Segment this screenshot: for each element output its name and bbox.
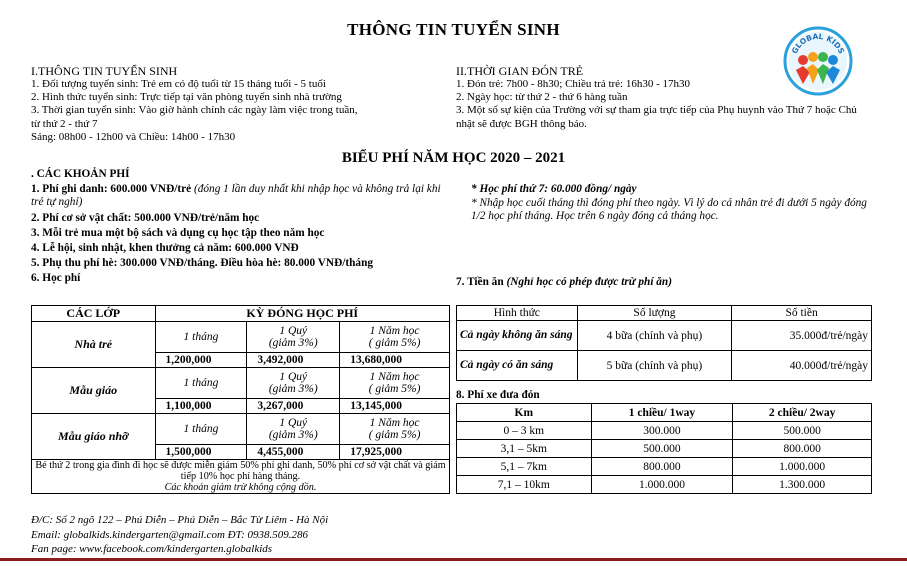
enrollment-line: 2. Hình thức tuyển sinh: Trực tiếp tại văn phòng tuyển sinh nhà trường — [31, 91, 342, 104]
sibling-discount-note: Bé thứ 2 trong gia đình đi học sẽ được miễn giảm 50% phí ghi danh, 50% phí cơ sở vật chất và giảm tiếp 10% học phí hàng tháng. — [35, 460, 446, 482]
tuition-period: 1 Quý (giảm 3%) — [247, 322, 340, 353]
meal-heading-label: 7. Tiền ăn — [456, 276, 504, 288]
tuition-amount: 13,145,000 — [340, 399, 450, 414]
pickup-line: 3. Một số sự kiện của Trường với sự tham gia trực tiếp của Phụ huynh vào Thứ 7 hoặc Chủ nhật sẽ được BGH thông báo. — [456, 104, 857, 130]
tuition-amount: 17,925,000 — [340, 445, 450, 460]
section-pickup-heading: II.THỜI GIAN ĐÓN TRẺ — [456, 64, 584, 78]
footer-address: Đ/C: Số 2 ngõ 122 – Phú Diễn – Phú Diễn – Bắc Từ Liêm - Hà Nội — [31, 514, 329, 526]
tuition-period: 1 Năm học ( giảm 5%) — [340, 322, 450, 353]
enrollment-line: từ thứ 2 - thứ 7 — [31, 117, 98, 130]
enrollment-line: Sáng: 08h00 - 12h00 và Chiều: 14h00 - 17h30 — [31, 130, 236, 143]
fee-items — [31, 211, 373, 286]
enrollment-line: 3. Thời gian tuyển sinh: Vào giờ hành chính các ngày làm việc trong tuần, — [31, 104, 358, 117]
pickup-line: 1. Đón trẻ: 7h00 - 8h30; Chiều trả trẻ: 16h30 - 17h30 — [456, 78, 691, 90]
tuition-amount: 3,492,000 — [247, 353, 340, 368]
discount-non-cumulative-note: Các khoản giảm trừ không cộng dồn. — [164, 482, 317, 493]
fee-item: 5. Phụ thu phí hè: 300.000 VNĐ/tháng. Điều hòa hè: 80.000 VNĐ/tháng — [31, 257, 374, 269]
pickup-line: 2. Ngày học: từ thứ 2 - thứ 6 hàng tuần — [456, 91, 628, 104]
fees-heading: . CÁC KHOẢN PHÍ — [31, 168, 130, 180]
bottom-divider — [0, 558, 907, 561]
bus-one-way: 1.000.000 — [591, 476, 733, 494]
bus-two-way: 800.000 — [733, 440, 872, 458]
saturday-fee: * Học phí thứ 7: 60.000 đồng/ ngày — [471, 183, 637, 195]
section-enrollment-heading: I.THÔNG TIN TUYỂN SINH — [31, 64, 178, 78]
fee-item: 2. Phí cơ sở vật chất: 500.000 VNĐ/trẻ/năm học — [31, 212, 260, 224]
fee-item: 3. Mỗi trẻ mua một bộ sách và dụng cụ học tập theo năm học — [31, 227, 325, 239]
tuition-row-label: Mẫu giáo nhỡ — [32, 414, 156, 460]
svg-text:GLOBAL KIDS: GLOBAL KIDS — [789, 31, 847, 56]
fee-item-1-label: 1. Phí ghi danh: 600.000 VNĐ/trẻ — [31, 183, 192, 195]
meal-header: Hình thức — [457, 306, 578, 321]
bus-distance: 7,1 – 10km — [457, 476, 592, 494]
page-title: THÔNG TIN TUYỂN SINH — [347, 20, 560, 39]
tuition-note — [32, 460, 450, 494]
tuition-period: 1 tháng — [155, 322, 247, 353]
fee-item: 4. Lễ hội, sinh nhật, khen thưởng cả năm: 600.000 VNĐ — [31, 242, 299, 254]
bus-one-way: 500.000 — [591, 440, 733, 458]
bus-distance: 0 – 3 km — [457, 422, 592, 440]
meal-heading-note: (Nghỉ học có phép được trừ phí ăn) — [503, 276, 672, 288]
footer-fanpage[interactable]: Fan page: www.facebook.com/kindergarten.globalkids — [31, 543, 273, 556]
bus-one-way: 800.000 — [591, 458, 733, 476]
tuition-period: 1 Quý (giảm 3%) — [247, 414, 340, 445]
meal-count: 4 bữa (chính và phụ) — [577, 321, 732, 351]
tuition-period: 1 tháng — [155, 368, 247, 399]
fee-item-1-note: (đóng 1 lần duy nhất khi nhập học và không trả lại khi trẻ tự nghỉ) — [31, 183, 441, 208]
saturday-fee-note: * Nhập học cuối tháng thì đóng phí theo ngày. Vì lý do cá nhân trẻ đi dưới 5 ngày đóng 1/2 học phí tháng. Học trên 6 ngày đóng cả tháng học. — [471, 197, 867, 222]
tuition-amount: 4,455,000 — [247, 445, 340, 460]
bus-heading: 8. Phí xe đưa đón — [456, 389, 540, 401]
meal-count: 5 bữa (chính và phụ) — [577, 351, 732, 381]
tuition-period: 1 Năm học ( giảm 5%) — [340, 414, 450, 445]
tuition-amount: 13,680,000 — [340, 353, 450, 368]
bus-header: Km — [457, 404, 592, 422]
meal-table — [456, 305, 872, 381]
tuition-table — [31, 305, 450, 494]
tuition-header-class: CÁC LỚP — [32, 306, 156, 322]
meal-header: Số lượng — [577, 306, 732, 321]
tuition-amount: 1,100,000 — [155, 399, 247, 414]
tuition-period: 1 Quý (giảm 3%) — [247, 368, 340, 399]
tuition-row-label: Nhà trẻ — [32, 322, 156, 368]
bus-distance: 3,1 – 5km — [457, 440, 592, 458]
tuition-row-label: Mẫu giáo — [32, 368, 156, 414]
bus-two-way: 500.000 — [733, 422, 872, 440]
bus-table — [456, 403, 872, 494]
meal-heading — [456, 276, 672, 289]
fee-item: 6. Học phí — [31, 272, 81, 284]
tuition-period: 1 tháng — [155, 414, 247, 445]
bus-one-way: 300.000 — [591, 422, 733, 440]
tuition-period: 1 Năm học ( giảm 5%) — [340, 368, 450, 399]
bus-two-way: 1.000.000 — [733, 458, 872, 476]
bus-header: 1 chiều/ 1way — [591, 404, 733, 422]
bus-two-way: 1.300.000 — [733, 476, 872, 494]
bus-distance: 5,1 – 7km — [457, 458, 592, 476]
meal-type: Cả ngày có ăn sáng — [457, 351, 578, 381]
enrollment-line: 1. Đối tượng tuyển sinh: Trẻ em có độ tuổi từ 15 tháng tuổi - 5 tuổi — [31, 78, 326, 90]
tuition-header-period: KỲ ĐÓNG HỌC PHÍ — [155, 306, 449, 322]
footer-contact — [31, 513, 328, 557]
meal-header: Số tiền — [732, 306, 872, 321]
section-pickup-lines — [456, 78, 876, 131]
tuition-amount: 1,500,000 — [155, 445, 247, 460]
tuition-amount: 3,267,000 — [247, 399, 340, 414]
fee-schedule-title: BIỂU PHÍ NĂM HỌC 2020 – 2021 — [341, 150, 566, 166]
footer-email[interactable]: Email: globalkids.kindergarten@gmail.com ĐT: 0938.509.286 — [31, 528, 309, 541]
meal-price: 40.000đ/trẻ/ngày — [732, 351, 872, 381]
fee-item-1 — [31, 183, 451, 209]
meal-type: Cả ngày không ăn sáng — [457, 321, 578, 351]
bus-header: 2 chiều/ 2way — [733, 404, 872, 422]
meal-price: 35.000đ/trẻ/ngày — [732, 321, 872, 351]
section-enrollment-lines — [31, 78, 358, 144]
tuition-amount: 1,200,000 — [155, 353, 247, 368]
